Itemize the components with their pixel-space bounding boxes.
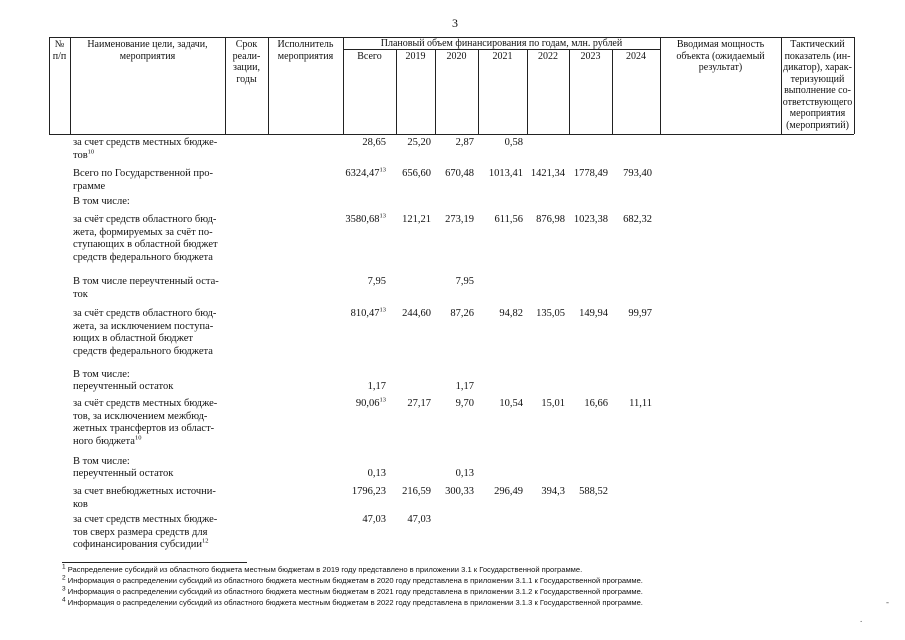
header-term: Срок реали- зации, годы [232, 39, 261, 85]
row-label: за счёт средств областного бюд- жета, за исключением поступа- ющих в областной бюджет средств федерального бюджета [73, 308, 217, 357]
cell-year-value: 87,26 [450, 308, 474, 319]
cell-total: 7,95 [367, 276, 386, 287]
cell-year-value: 15,01 [541, 398, 565, 409]
cell-year-value: 9,70 [455, 398, 474, 409]
header-num: № п/п [52, 39, 67, 62]
footnote-separator [62, 562, 247, 563]
cell-year-value: 876,98 [536, 214, 565, 225]
row-label: за счёт средств местных бюдже- тов, за исключением межбюд- жетных трансфертов из област- ного бюджета$^{10}$ [73, 398, 218, 447]
cell-year-value: 670,48 [445, 168, 474, 179]
cell-year-value: 1023,38 [573, 214, 608, 225]
header-year-2023: 2023 [580, 51, 601, 62]
cell-year-value: 149,94 [579, 308, 608, 319]
cell-year-value: 296,49 [494, 486, 523, 497]
header-total: Всего [357, 51, 382, 62]
cell-total: 0,13 [367, 468, 386, 479]
row-label: переучтенный остаток [73, 381, 174, 392]
cell-year-value: 1013,41 [488, 168, 523, 179]
row-label: за счет средств местных бюдже- тов сверх размера средств для софинансирования субсидии$^{12}$ [73, 514, 218, 550]
page-number: 3 [452, 16, 458, 30]
cell-year-value: 11,11 [629, 398, 652, 409]
cell-year-value: 25,20 [407, 137, 431, 148]
cell-year-value: 27,17 [407, 398, 431, 409]
header-year-2022: 2022 [538, 51, 558, 62]
cell-year-value: 99,97 [628, 308, 652, 319]
row-label: В том числе: [73, 196, 130, 207]
cell-year-value: 656,60 [402, 168, 431, 179]
row-label: за счет внебюджетных источни- ков [73, 486, 216, 510]
cell-total: 47,03 [362, 514, 386, 525]
cell-total: 6324,47$^{13}$ [345, 166, 386, 179]
row-label: В том числе: [73, 456, 130, 467]
cell-year-value: 682,32 [623, 214, 652, 225]
footnote: $^2$ Информация о распределении субсидий из областного бюджета местным бюджетам в 2020 году представлена в приложении 3.1.1 к Государственной программе. [62, 574, 643, 585]
cell-year-value: 94,82 [499, 308, 523, 319]
header-year-2021: 2021 [492, 51, 513, 62]
cell-total: 3580,68$^{13}$ [345, 212, 386, 225]
header-year-2024: 2024 [626, 51, 646, 62]
scan-mark: - [886, 597, 889, 607]
header-executor: Исполнитель мероприятия [277, 39, 334, 62]
cell-year-value: 121,21 [402, 214, 431, 225]
cell-year-value: 588,52 [579, 486, 608, 497]
cell-year-value: 216,59 [402, 486, 431, 497]
header-name: Наименование цели, задачи, мероприятия [87, 39, 208, 62]
cell-year-value: 793,40 [623, 168, 652, 179]
cell-year-value: 2,87 [455, 137, 474, 148]
scan-mark: . [860, 614, 863, 624]
cell-total: 810,47$^{13}$ [350, 306, 386, 319]
cell-total: 28,65 [362, 137, 386, 148]
row-label: В том числе переучтенный оста- ток [73, 276, 219, 300]
cell-year-value: 7,95 [455, 276, 474, 287]
cell-year-value: 300,33 [445, 486, 474, 497]
cell-year-value: 1778,49 [573, 168, 608, 179]
cell-year-value: 0,58 [504, 137, 523, 148]
row-label: переучтенный остаток [73, 468, 174, 479]
header-year-2019: 2019 [405, 51, 426, 62]
row-label: Всего по Государственной про- грамме [73, 168, 214, 192]
footnote: $^3$ Информация о распределении субсидий из областного бюджета местным бюджетам в 2021 году представлена в приложении 3.1.2 к Государственной программе. [62, 585, 643, 596]
cell-year-value: 47,03 [407, 514, 431, 525]
cell-year-value: 0,13 [455, 468, 474, 479]
header-funding: Плановый объем финансирования по годам, млн. рублей [380, 38, 623, 49]
header-capacity: Вводимая мощность объекта (ожидаемый результат) [676, 39, 765, 73]
cell-year-value: 244,60 [402, 308, 431, 319]
footnote: $^1$ Распределение субсидий из областного бюджета местным бюджетам в 2019 году представлено в приложении 3.1 к Государственной программе. [62, 563, 583, 574]
row-label: за счет средств местных бюдже- тов$^{10}$ [73, 137, 218, 161]
cell-total: 1,17 [367, 381, 386, 392]
cell-year-value: 1421,34 [530, 168, 565, 179]
row-label: В том числе: [73, 369, 130, 380]
cell-year-value: 16,66 [584, 398, 608, 409]
row-label: за счёт средств областного бюд- жета, формируемых за счёт по- ступающих в областной бюджет средств федерального бюджета [73, 214, 218, 263]
cell-year-value: 135,05 [536, 308, 565, 319]
cell-total: 1796,23 [351, 486, 386, 497]
cell-year-value: 394,3 [541, 486, 565, 497]
cell-year-value: 273,19 [445, 214, 474, 225]
cell-total: 90,06$^{13}$ [355, 396, 386, 409]
header-year-2020: 2020 [446, 51, 467, 62]
header-indicator: Тактический показатель (ин- дикатор), харак- теризующий выполнение со- ответствующего мероприятия (мероприятий) [782, 39, 853, 131]
cell-year-value: 611,56 [494, 214, 523, 225]
cell-year-value: 1,17 [455, 381, 474, 392]
cell-year-value: 10,54 [499, 398, 523, 409]
footnote: $^4$ Информация о распределении субсидий из областного бюджета местным бюджетам в 2022 году представлена в приложении 3.1.3 к Государственной программе. [62, 596, 643, 607]
